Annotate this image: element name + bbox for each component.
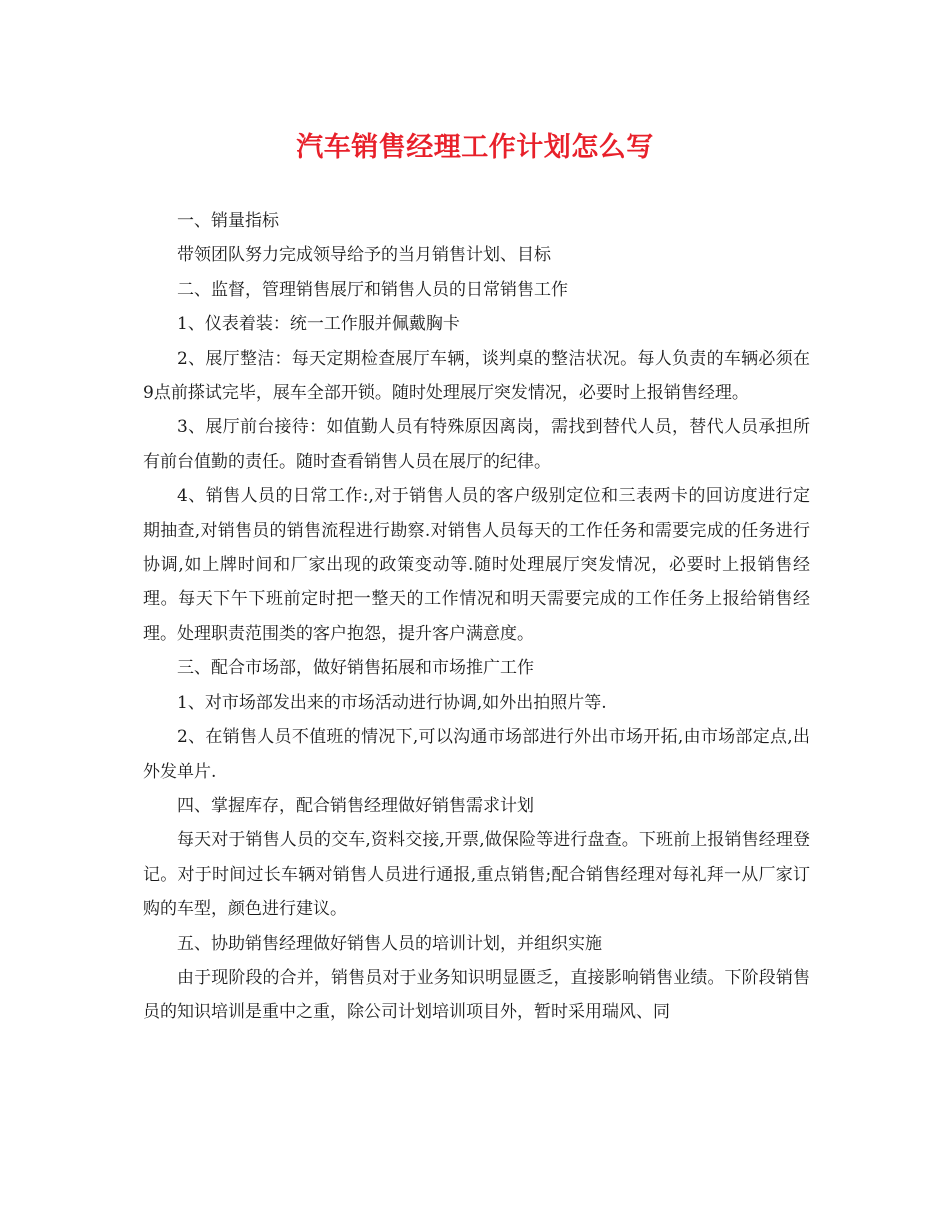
paragraph: 1、仪表着装：统一工作服并佩戴胸卡 xyxy=(177,314,460,335)
paragraph: 五、协助销售经理做好销售人员的培训计划，并组织实施 xyxy=(177,933,602,954)
paragraph: 每天对于销售人员的交车,资料交接,开票,做保险等进行盘查。下班前上报销售经理登记。对于时间过长车辆对销售人员进行通报,重点销售;配合销售经理对每礼拜一从厂家订购的车型，颜色进行建议。 xyxy=(143,830,810,920)
paragraph: 2、展厅整洁：每天定期检查展厅车辆，谈判桌的整洁状况。每人负责的车辆必须在9点前搽试完毕，展车全部开锁。随时处理展厅突发情况，必要时上报销售经理。 xyxy=(143,348,810,404)
paragraph: 2、在销售人员不值班的情况下,可以沟通市场部进行外出市场开拓,由市场部定点,出外发单片. xyxy=(143,727,810,782)
paragraph: 一、销量指标 xyxy=(177,211,279,231)
paragraph: 3、展厅前台接待：如值勤人员有特殊原因离岗，需找到替代人员，替代人员承担所有前台值勤的责任。随时查看销售人员在展厅的纪律。 xyxy=(143,417,810,472)
paragraph: 四、掌握库存，配合销售经理做好销售需求计划 xyxy=(177,795,534,816)
paragraph: 三、配合市场部，做好销售拓展和市场推广工作 xyxy=(177,658,534,679)
document-title: 汽车销售经理工作计划怎么写 xyxy=(296,132,654,163)
paragraph: 1、对市场部发出来的市场活动进行协调,如外出拍照片等. xyxy=(177,692,607,713)
paragraph: 二、监督，管理销售展厅和销售人员的日常销售工作 xyxy=(177,279,568,300)
paragraph: 带领团队努力完成领导给予的当月销售计划、目标 xyxy=(177,245,551,266)
paragraph: 由于现阶段的合并，销售员对于业务知识明显匮乏，直接影响销售业绩。下阶段销售员的知识培训是重中之重，除公司计划培训项目外，暂时采用瑞风、同 xyxy=(143,967,810,1023)
document-body xyxy=(143,204,810,1030)
paragraph: 4、销售人员的日常工作:,对于销售人员的客户级别定位和三表两卡的回访度进行定期抽查,对销售员的销售流程进行勘察.对销售人员每天的工作任务和需要完成的任务进行协调,如上牌时间和厂家出现的政策变动等.随时处理展厅突发情况，必要时上报销售经理。每天下午下班前定时把一整天的工作情况和明天需要完成的工作任务上报给销售经理。处理职责范围类的客户抱怨，提升客户满意度。 xyxy=(143,486,810,644)
